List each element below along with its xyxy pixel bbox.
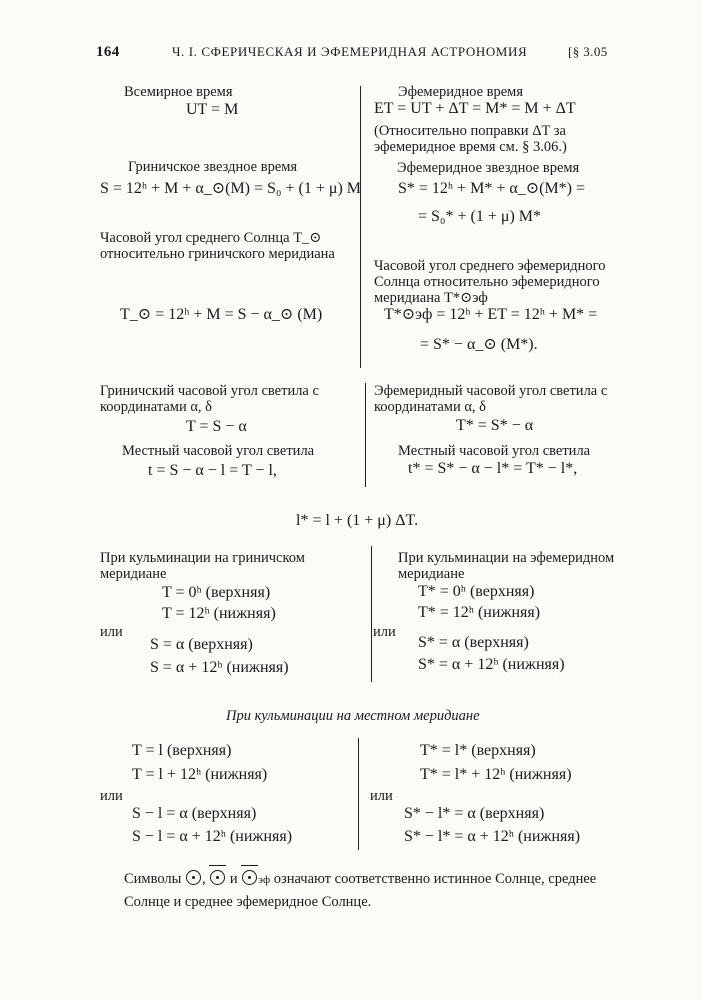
local-culmination-heading: При кульминации на местном меридиане — [226, 708, 480, 724]
local-ha-formula: t = S − α − l = T − l, — [148, 462, 277, 479]
page-number: 164 — [96, 44, 120, 60]
et-label: Эфемеридное время — [398, 84, 524, 100]
local-ha-label: Местный часовой угол светила — [122, 443, 315, 459]
culmination-right-line-3: S* = α (верхняя) — [418, 634, 529, 651]
local-left-line-1: T = l (верхняя) — [132, 742, 232, 759]
eph-hour-angle-text: Часовой угол среднего эфемеридного Солнца относительно эфемеридного меридиана T*⊙эф — [374, 258, 606, 306]
symbols-prefix: Символы — [124, 871, 182, 887]
column-divider-culmination — [371, 546, 372, 682]
mean-sun-icon — [210, 870, 225, 885]
greenwich-ha-text: Гриничский часовой угол светила с координатами α, δ — [100, 383, 319, 415]
est-formula-1: S* = 12ʰ + M* + α_⊙(M*) = — [398, 180, 586, 197]
ephemeris-mean-sun-icon — [242, 870, 257, 885]
gst-label: Гриничское звездное время — [128, 159, 298, 175]
eph-star-ha-text: Эфемеридный часовой угол светила с координатами α, δ — [374, 383, 608, 415]
culmination-left-line-2: T = 12ʰ (нижняя) — [162, 605, 276, 622]
hour-angle-formula: T_⊙ = 12ʰ + M = S − α_⊙ (M) — [120, 306, 323, 323]
est-formula-2: = S₀* + (1 + μ) M* — [418, 208, 542, 225]
true-sun-icon — [186, 870, 201, 885]
culmination-left-line-1: T = 0ʰ (верхняя) — [162, 584, 271, 601]
symbols-note: Символы , и эф означают соответственно истинное Солнце, среднее Солнце и среднее эфемеридное Солнце. — [124, 868, 624, 913]
column-divider-top — [360, 86, 361, 368]
et-formula: ET = UT + ΔT = M* = M + ΔT — [374, 100, 576, 117]
running-title: Ч. I. СФЕРИЧЕСКАЯ И ЭФЕМЕРИДНАЯ АСТРОНОМИЯ — [172, 44, 528, 59]
local-left-line-4: S − l = α + 12ʰ (нижняя) — [132, 828, 293, 845]
local-star-ha-label: Местный часовой угол светила — [398, 443, 591, 459]
culmination-right-line-4: S* = α + 12ʰ (нижняя) — [418, 656, 565, 673]
local-right-line-2: T* = l* + 12ʰ (нижняя) — [420, 766, 572, 783]
gst-formula: S = 12ʰ + M + α_⊙(M) = S₀ + (1 + μ) M — [100, 180, 362, 197]
hour-angle-text: Часовой угол среднего Солнца T_⊙ относительно гриничского меридиана — [100, 230, 335, 262]
eph-hour-angle-formula-1: T*⊙эф = 12ʰ + ET = 12ʰ + M* = — [384, 306, 598, 323]
et-note: (Относительно поправки ΔT за эфемеридное время см. § 3.06.) — [374, 123, 567, 155]
column-divider-middle — [365, 383, 366, 487]
culmination-right-or: или — [373, 624, 396, 640]
greenwich-ha-formula: T = S − α — [186, 418, 247, 435]
local-right-or: или — [370, 788, 393, 804]
local-left-line-2: T = l + 12ʰ (нижняя) — [132, 766, 268, 783]
local-right-line-1: T* = l* (верхняя) — [420, 742, 536, 759]
culmination-left-line-4: S = α + 12ʰ (нижняя) — [150, 659, 289, 676]
local-right-line-3: S* − l* = α (верхняя) — [404, 805, 545, 822]
ut-label: Всемирное время — [124, 84, 233, 100]
column-divider-local — [358, 738, 359, 850]
culmination-left-or: или — [100, 624, 123, 640]
est-label: Эфемеридное звездное время — [397, 160, 580, 176]
eph-star-ha-formula: T* = S* − α — [456, 417, 534, 434]
culmination-right-heading: При кульминации на эфемеридном меридиане — [398, 550, 615, 582]
section-marker: [§ 3.05 — [568, 44, 608, 59]
local-right-line-4: S* − l* = α + 12ʰ (нижняя) — [404, 828, 581, 845]
symbols-explanation: означают соответственно истинное Солнце, среднее Солнце и среднее эфемеридное Солнце. — [124, 871, 597, 910]
culmination-left-heading: При кульминации на гриничском меридиане — [100, 550, 305, 582]
local-star-ha-formula: t* = S* − α − l* = T* − l*, — [408, 460, 578, 477]
culmination-right-line-1: T* = 0ʰ (верхняя) — [418, 583, 535, 600]
center-formula: l* = l + (1 + μ) ΔT. — [296, 512, 419, 529]
local-left-or: или — [100, 788, 123, 804]
ut-formula: UT = M — [186, 101, 239, 118]
local-left-line-3: S − l = α (верхняя) — [132, 805, 257, 822]
eph-hour-angle-formula-2: = S* − α_⊙ (M*). — [420, 336, 538, 353]
culmination-right-line-2: T* = 12ʰ (нижняя) — [418, 604, 541, 621]
culmination-left-line-3: S = α (верхняя) — [150, 636, 253, 653]
